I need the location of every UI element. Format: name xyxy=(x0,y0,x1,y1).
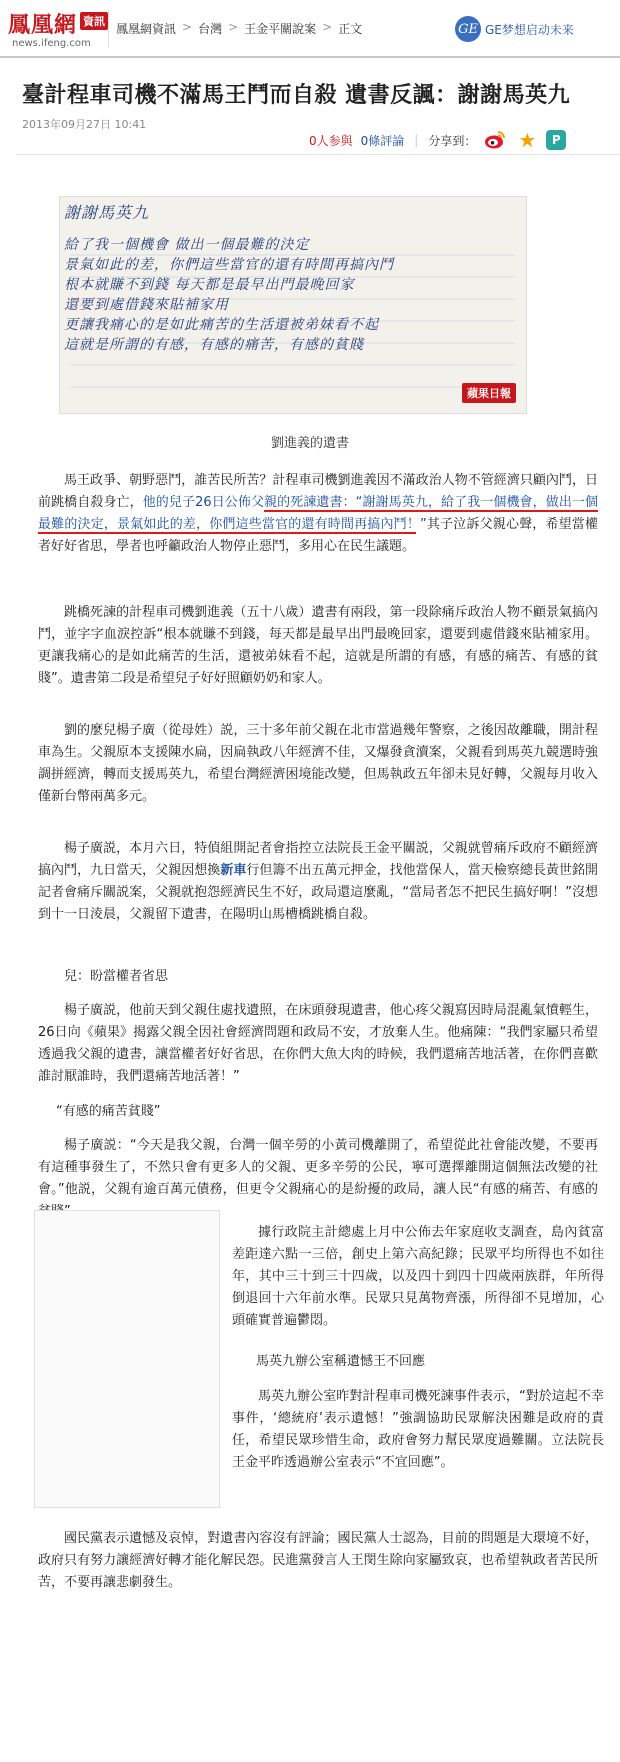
breadcrumb xyxy=(116,20,362,37)
handwriting-line: 還要到處借錢來貼補家用 xyxy=(64,297,229,313)
site-logo[interactable] xyxy=(8,8,108,52)
article-paragraph: 跳橋死諫的計程車司機劉進義（五十八歲）遺書有兩段，第一段除痛斥政治人物不顧景氣搞內鬥，並字字血淚控訴“根本就賺不到錢，每天都是最早出門最晚回家，還要到處借錢來貼補家用。更讓我痛心的是如此痛苦的生活，還被弟妹看不起，這就是所謂的有感，有感的痛苦、有感的貧賤”。遺書第二段是希望兒子好好照顧奶奶和家人。 xyxy=(38,605,598,686)
breadcrumb-separator: > xyxy=(228,20,239,34)
ge-ad-text: GE梦想启动未来 xyxy=(485,22,574,37)
breadcrumb-current: 正文 xyxy=(338,22,363,36)
paragraph-text: 其子泣訴父親心聲，希望當權者好好省思，學者也呼籲政治人物停止惡鬥，多用心在民生議題。 xyxy=(38,517,598,554)
section-subheading: 兒：盼當權者省思 xyxy=(64,969,169,984)
share-p-icon[interactable]: P xyxy=(546,130,566,150)
quote-underline xyxy=(264,510,598,512)
logo-text: 鳳凰網 xyxy=(8,12,78,38)
highlighted-quote: 他的兒子26日公佈父親的死諫遺書：“謝謝馬英九，給了我一個機會，做出一個最難的決定，景氣如此的差，你們這些當官的還有時間再搞內鬥！” xyxy=(38,495,598,532)
breadcrumb-topic[interactable]: 王金平關說案 xyxy=(244,22,317,36)
photo-caption: 劉進義的遺書 xyxy=(270,436,349,451)
article-paragraph xyxy=(38,470,598,558)
breadcrumb-home[interactable]: 鳳凰網資訊 xyxy=(116,22,177,36)
article-date: 2013年09月27日 10:41 xyxy=(22,118,147,131)
breadcrumb-separator: > xyxy=(182,20,193,34)
handwriting-line: 謝謝馬英九 xyxy=(64,203,150,222)
handwriting-line: 更讓我痛心的是如此痛苦的生活還被弟妹看不起 xyxy=(64,317,379,333)
ad-placeholder[interactable] xyxy=(34,1210,220,1508)
logo-url: news.ifeng.com xyxy=(12,38,91,49)
ge-logo-icon: GE xyxy=(455,16,481,42)
comments-link[interactable]: 0條評論 xyxy=(360,133,405,148)
handwriting-line: 景氣如此的差，你們這些當官的還有時間再搞內鬥 xyxy=(64,257,394,273)
quote-underline xyxy=(38,532,416,534)
site-header xyxy=(0,0,620,58)
header-divider xyxy=(108,10,109,48)
breadcrumb-taiwan[interactable]: 台灣 xyxy=(198,22,223,36)
ge-ad-banner[interactable] xyxy=(455,14,620,44)
suicide-note-photo xyxy=(59,196,527,414)
paragraph-text: 楊子廣説，本月六日，特偵組開記者會指控立法院長王金平關説，父親就曾痛斥政府不顧經濟搞內鬥，九日當天，父親因想換 xyxy=(38,841,598,878)
paragraph-text: 行但籌不出五萬元押金，找他當保人，當天檢察總長黃世銘開記者會痛斥關説案，父親就抱怨經濟民生不好，政局還這麼亂，“當局者怎不把民生搞好啊！”沒想到十一日淩晨，父親留下遺書，在陽明山馬槽橋跳橋自殺。 xyxy=(38,863,598,922)
article-meta: 0人参與 0條評論 | 分享到： ★ P xyxy=(309,128,566,152)
handwriting-line: 根本就賺不到錢 每天都是最早出門最晚回家 xyxy=(64,277,355,293)
article-paragraph: 馬英九辦公室昨對計程車司機死諫事件表示，“對於這起不幸事件，‘總統府’表示遺憾！”強調協助民眾解決困難是政府的責任，希望民眾珍惜生命，政府會努力幫民眾度過難關。立法院長王金平昨透過辦公室表示“不宜回應”。 xyxy=(232,1389,604,1470)
handwriting-text xyxy=(64,203,520,355)
article-paragraph xyxy=(38,838,598,926)
article-paragraph: 楊子廣説，他前天到父親住處找遺照，在床頭發現遺書，他心疼父親寫因時局混亂氣憤輕生，26日向《蘋果》揭露父親全因社會經濟問題和政局不安，才放棄人生。他痛陳：“我們家屬只希望透過我父親的遺書，讓當權者好好省思，在你們大魚大肉的時候，我們還痛苦地活著，在你們喜歡誰討厭誰時，我們還痛苦地活著！” xyxy=(38,1003,598,1084)
article-paragraph: 劉的麼兒楊子廣（從母姓）説，三十多年前父親在北市當過幾年警察，之後因故離職，開計程車為生。父親原本支援陳水扁，因扁執政八年經濟不佳，又爆發貪瀆案，父親看到馬英九競選時強調拼經濟，轉而支援馬英九，希望台灣經濟困境能改變，但馬執政五年卻未見好轉，父親每月收入僅新台幣兩萬多元。 xyxy=(38,723,598,804)
new-car-link[interactable]: 新車 xyxy=(220,863,247,878)
star-icon[interactable]: ★ xyxy=(518,128,537,152)
handwriting-line: 這就是所謂的有感，有感的痛苦，有感的貧賤 xyxy=(64,337,364,353)
logo-badge: 資訊 xyxy=(80,12,108,30)
title-rule xyxy=(16,154,620,155)
apple-daily-watermark: 蘋果日報 xyxy=(462,383,516,403)
article-title: 臺計程車司機不滿馬王鬥而自殺 遺書反諷：謝謝馬英九 xyxy=(22,82,571,108)
article-paragraph: 國民黨表示遺憾及哀悼，對遺書內容沒有評論；國民黨人士認為，目前的問題是大環境不好，政府只有努力讓經濟好轉才能化解民怨。民進黨發言人王閔生除向家屬致哀，也希望執政者苦民所苦，不要再讓悲劇發生。 xyxy=(38,1531,598,1590)
handwriting-line: 給了我一個機會 做出一個最難的決定 xyxy=(64,237,310,253)
participants-link[interactable]: 0人参與 xyxy=(309,133,353,148)
section-subheading: 馬英九辦公室稱遺憾王不回應 xyxy=(256,1354,426,1369)
article-paragraph: 據行政院主計總處上月中公佈去年家庭收支調查，島內貧富差距達六點一三倍，創史上第六高紀錄；民眾平均所得也不如往年，其中三十到三十四歲，以及四十到四十四歲兩族群，年所得倒退回十六年前水準。民眾只見萬物齊漲，所得卻不見增加，心頭確實普遍鬱悶。 xyxy=(232,1225,604,1328)
share-label: 分享到： xyxy=(428,133,477,148)
article-paragraph: 楊子廣説：“今天是我父親，台灣一個辛勞的小黃司機離開了，希望從此社會能改變，不要再有這種事發生了，不然只會有更多人的父親、更多辛勞的公民，寧可選擇離開這個無法改變的社會。”他説，父親有逾百萬元債務，但更令父親痛心的是紛擾的政局，讓人民“有感的痛苦、有感的 xyxy=(38,1138,598,1197)
breadcrumb-separator: > xyxy=(322,20,333,34)
paragraph-text: 馬王政爭、朝野惡鬥，誰苦民所苦？計程車司機劉進義因不滿政治人物不管經濟只顧內鬥，日前跳橋自殺身亡， xyxy=(38,473,598,510)
weibo-icon[interactable] xyxy=(484,130,506,150)
section-subheading: “有感的痛苦貧賤” xyxy=(56,1104,161,1119)
